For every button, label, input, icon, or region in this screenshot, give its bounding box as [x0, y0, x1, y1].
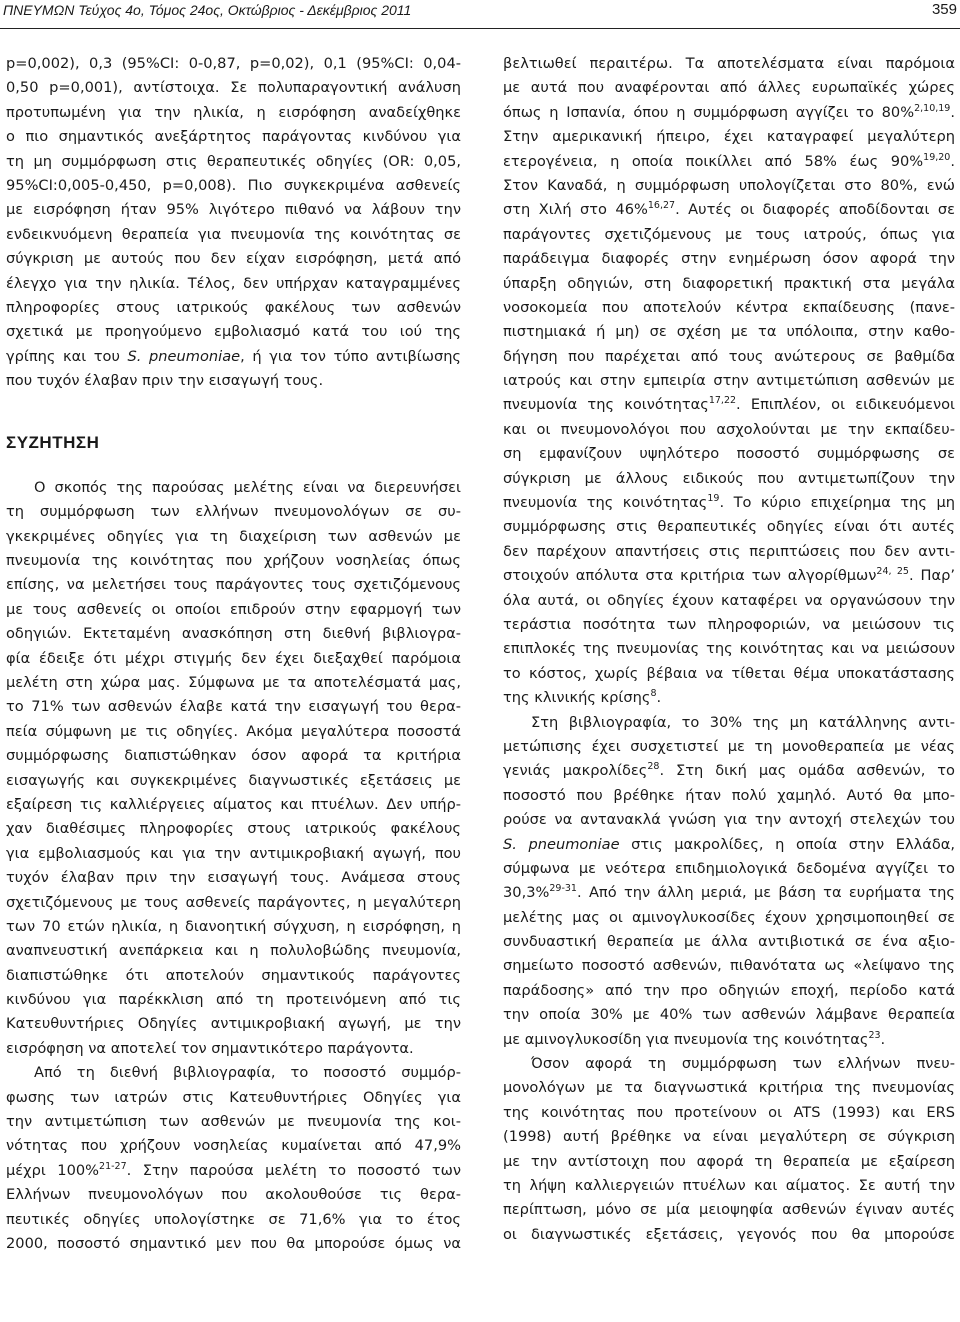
- text-line: ση εμφανίζουν υψηλότερο ποσοστό συμμόρφωσης σε: [503, 445, 955, 463]
- text-line: περίπτωση, μόνο σε μία μειοψηφία ασθενών έγιναν αυτές: [503, 1201, 955, 1219]
- text-line: οι διαγνωστικές εξετάσεις, γεγονός που θα μπορούσε: [503, 1225, 955, 1243]
- text-line: κινδύνου για παρέκκλιση από τη προτεινόμενη από τις: [6, 991, 461, 1009]
- text-line: ενδεικνυόμενη θεραπεία για πνευμονία της κοινότητας σε: [6, 225, 461, 243]
- text-fragment: ετερογένεια, η οποία ποικίλλει από 58% έως 90%: [503, 152, 924, 170]
- text-fragment: όπως η Ισπανία, όπου η συμμόρφωση αγγίζει το 80%: [503, 103, 915, 121]
- text-line: ρούσε να αντανακλά γνώση για την αντοχή στελεχών του: [503, 811, 955, 829]
- text-line: βελτιωθεί περαιτέρω. Τα αποτελέσματα είναι παρόμοια: [503, 55, 955, 72]
- text-line: παράδειγμα διαφορές στην ενημέρωση όσον αφορά την: [503, 250, 955, 268]
- citation-ref: 19: [707, 493, 720, 505]
- text-line: 95%CI:0,005-0,450, p=0,008). Πιο συγκεκριμένα ασθενείς: [6, 176, 461, 194]
- text-line: όλα αυτά, οι οδηγίες έχουν καταφέρει να οργανώσουν την: [503, 591, 955, 609]
- text-line: με την αντίστοιχη που αφορά τη θεραπεία με εξαίρεση: [503, 1152, 955, 1170]
- species-name: S. pneumoniae: [127, 347, 241, 365]
- text-line: μελέτη στη χώρα μας. Σύμφωνα με τα αποτελέσματά μας,: [6, 673, 461, 691]
- section-heading: ΣΥΖΗΤΗΣΗ: [6, 433, 100, 453]
- text-line: [503, 101, 955, 125]
- text-line: συνδυαστική θεραπεία με άλλα αντιβιοτικά σε ένα αξιο-: [503, 933, 955, 951]
- text-line: Από τη διεθνή βιβλιογραφία, το ποσοστό συμμόρ-: [34, 1064, 461, 1082]
- text-line: 0,50 p=0,001), αντίστοιχα. Σε πολυπαραγοντική ανάλυση: [6, 79, 461, 97]
- text-line: πευτικές οδηγίες υπολογίστηκε σε 71,6% για το έτος: [6, 1210, 461, 1228]
- citation-ref: 29-31: [549, 883, 577, 895]
- text-fragment: . Στη δική μας ομάδα ασθενών, το: [659, 762, 955, 780]
- text-line: Στον Καναδά, η συμμόρφωση υπολογίζεται στο 80%, ενώ: [503, 176, 955, 194]
- text-fragment: γρίπης και του: [6, 347, 128, 365]
- text-line: μετώπισης έχει συσχετιστεί με τη μονοθεραπεία με νέας: [503, 737, 955, 755]
- text-line: ιατρούς και στην εμπειρία στην αντιμετώπιση ασθενών με: [503, 372, 955, 390]
- text-line: [503, 881, 955, 905]
- text-line: δεν παρέχουν απαντήσεις στις περιπτώσεις που δεν αντι-: [503, 542, 955, 560]
- text-line: πληροφορίες στους ιατρικούς φακέλους των ασθενών: [6, 298, 461, 316]
- text-fragment: , ή για τον τύπο αντιβίωσης: [240, 347, 461, 365]
- text-line: [503, 759, 955, 783]
- text-fragment: . Το κύριο επιχείρημα της μη: [719, 494, 955, 512]
- text-line: την οποία 30% με 40% των ασθενών λάμβανε θεραπεία: [503, 1006, 955, 1024]
- text-line: σχετιζόμενους με τους ασθενείς παράγοντες, η μεγαλύτερη: [6, 893, 461, 911]
- text-fragment: 30,3%: [503, 884, 550, 902]
- text-line: εξαίρεση τις καλλιέργειες αίματος και πτυέλων. Δεν υπήρ-: [6, 795, 461, 813]
- text-line: ποσοστό που βρέθηκε ήταν πολύ χαμηλό. Αυτό θα μπο-: [503, 786, 955, 804]
- citation-ref: 8: [650, 688, 657, 700]
- text-line: Στην αμερικανική ήπειρο, έχει καταγραφεί μεγαλύτερη: [503, 128, 955, 146]
- citation-ref: 2,10,19: [914, 102, 951, 114]
- text-fragment: .: [656, 689, 662, 707]
- text-line: μελέτης μας οι αμινογλυκοσίδες έχουν χρησιμοποιηθεί σε: [503, 908, 955, 926]
- text-line: [503, 491, 955, 515]
- page-header: [0, 0, 960, 29]
- citation-ref: 16,27: [647, 200, 676, 212]
- text-line: πνευμονία της κοινότητας που χρήζουν νοσηλείας όπως: [6, 552, 461, 570]
- text-line: των 70 ετών ηλικία, η διανοητική σύγχυση, η εισρόφηση, η: [6, 917, 461, 935]
- text-line: με τους ασθενείς οι οποίοι επιδρούν στην εφαρμογή των: [6, 600, 461, 618]
- citation-ref: 24, 25: [876, 566, 909, 578]
- text-line: διαπιστώθηκε ότι αποτελούν σημαντικούς παράγοντες: [6, 966, 461, 984]
- text-line: προτυπωμένη για την ηλικία, η εισρόφηση αναδείχθηκε: [6, 103, 461, 121]
- text-line: ύπαρξη οδηγιών, στη διαφορετική πρακτική στα μεγάλα: [503, 274, 955, 292]
- text-fragment: .: [950, 152, 955, 170]
- text-line: συμμόρφωσης στις θεραπευτικές οδηγίες είναι ότι αυτές: [503, 518, 955, 536]
- text-line: παράδοσης» από την προ οδηγιών εποχή, περίοδο κατά: [503, 981, 955, 999]
- text-line: αναπνευστική ανεπάρκεια και η πολυλοβώδης πνευμονία,: [6, 942, 461, 960]
- page-number: 359: [931, 1, 957, 18]
- text-line: σύμφωνα με νεότερα επιδημιολογικά δεδομένα αγγίζει το: [503, 859, 955, 877]
- text-line: της κοινότητας που προτείνουν οι ATS (1993) και ERS: [503, 1103, 955, 1121]
- text-line: Στη βιβλιογραφία, το 30% της μη κατάλληνης αντι-: [531, 713, 955, 731]
- text-line: 2000, ποσοστό σημαντικό μεν που θα μπορούσε όμως να: [6, 1234, 461, 1252]
- text-line: οδηγιών. Εκτεταμένη ανασκόπηση στη διεθνή βιβλιογρα-: [6, 625, 461, 643]
- text-fragment: με αμινογλυκοσίδη για πνευμονία της κοινότητας: [503, 1030, 869, 1048]
- text-line: για εμβολιασμούς και για την αντιμικροβιακή αγωγή, που: [6, 844, 461, 862]
- text-line: εισαγωγής και συγκεκριμένες διαγνωστικές εξετάσεις με: [6, 771, 461, 789]
- text-line: σύγκριση με αυτούς που δεν είχαν εισρόφηση, μετά από: [6, 250, 461, 268]
- citation-ref: 17,22: [708, 395, 737, 407]
- text-fragment: στη Χιλή στο 46%: [503, 201, 648, 219]
- text-line: την αντιμετώπιση των ασθενών με πνευμονία της κοι-: [6, 1113, 461, 1131]
- text-fragment: . Από την άλλη μεριά, με βάση τα ευρήματα της: [576, 884, 955, 902]
- text-line: [6, 1159, 461, 1183]
- text-line: σύγκριση με άλλους ειδικούς που αντιμετωπίζουν την: [503, 469, 955, 487]
- text-line: νοσοκομεία που αποτελούν κέντρα εκπαίδευσης (πανε-: [503, 298, 955, 316]
- text-line: επίσης, να μελετήσει τους παράγοντες τους σχετιζόμενους: [6, 576, 461, 594]
- text-line: τεράστια ποσότητα των πληροφοριών, να μειώσουν τις: [503, 615, 955, 633]
- text-line: εισρόφηση να αποτελεί τον σημαντικότερο παράγοντα.: [6, 1039, 414, 1057]
- right-column: [503, 52, 955, 1247]
- text-fragment: πνευμονία της κοινότητας: [503, 396, 709, 414]
- text-line: πεία σύμφωνη με τις οδηγίες. Ακόμα μεγαλύτερα ποσοστά: [6, 722, 461, 740]
- citation-ref: 21-27: [99, 1160, 127, 1172]
- text-fragment: πνευμονία της κοινότητας: [503, 494, 708, 512]
- text-line: χαν διαθέσιμες πληροφορίες στους ιατρικούς φακέλους: [6, 820, 461, 838]
- text-fragment: . Επιπλέον, οι ειδικευόμενοι: [736, 396, 955, 414]
- text-line: που τυχόν έλαβαν πριν την εισαγωγή τους.: [6, 372, 324, 390]
- text-line: τη μη συμμόρφωση στις θεραπευτικές οδηγίες (OR: 0,05,: [6, 152, 461, 170]
- text-line: (1998) αυτή βρέθηκε να είναι μεγαλύτερη σε σύγκριση: [503, 1128, 955, 1146]
- text-line: πιστημιακά ή μη) σε σχέση με τα υπόλοιπα, στην καθο-: [503, 323, 955, 341]
- text-line: τη συμμόρφωση των ελλήνων πνευμονολόγων σε συ-: [6, 503, 461, 521]
- left-column: [6, 52, 461, 1256]
- text-line: παράγοντες σχετιζόμενους με τους ιατρούς, όπως για: [503, 225, 955, 243]
- text-line: τη λήψη καλλιεργειών πτυέλων και αίματος. Σε αυτή την: [503, 1176, 955, 1194]
- text-line: [503, 1028, 955, 1052]
- text-line: δήγηση που παρέχεται από τους ανώτερους σε βαθμίδα: [503, 347, 955, 365]
- text-line: τυχόν έλαβαν πριν την εισαγωγή τους. Ανάμεσα στους: [6, 869, 461, 887]
- text-line: [503, 198, 955, 222]
- text-line: επιπλοκές της πνευμονίας της κοινότητας και να μειώσουν: [503, 640, 955, 658]
- text-line: έλεγχο για την ηλικία. Τέλος, δεν υπήρχαν καταγραμμένες: [6, 274, 461, 292]
- text-line: σχετικά με προηγούμενο εμβολιασμό κατά του ιού της: [6, 323, 461, 341]
- text-fragment: της κλινικής κρίσης: [503, 689, 651, 707]
- text-fragment: μέχρι 100%: [6, 1161, 100, 1179]
- text-fragment: .: [950, 103, 955, 121]
- text-line: ο πιο σημαντικός ανεξάρτητος παράγοντας κινδύνου για: [6, 128, 461, 146]
- text-line: μονολόγων με τα διαγνωστικά κριτήρια της πνευμονίας: [503, 1079, 955, 1097]
- text-line: Ελλήνων πνευμονολόγων που ακολουθούσε τις θερα-: [6, 1186, 461, 1204]
- citation-ref: 28: [647, 761, 660, 773]
- text-line: συμμόρφωσης διαπιστώθηκαν όσον αφορά τα κριτήρια: [6, 747, 461, 765]
- text-line: γκεκριμένες οδηγίες για τη διαχείριση των ασθενών με: [6, 527, 461, 545]
- text-line: [503, 393, 955, 417]
- text-line: με αυτά που αναφέρονται από άλλες ευρωπαϊκές χώρες: [503, 79, 955, 97]
- text-fragment: . Παρ’: [908, 567, 955, 585]
- text-line: και οι πνευμονολόγοι που ασχολούνται με την εκπαίδευ-: [503, 420, 955, 438]
- text-fragment: . Αυτές οι διαφορές αποδίδονται σε: [675, 201, 955, 219]
- text-fragment: .: [880, 1030, 886, 1048]
- citation-ref: 19,20: [923, 151, 951, 163]
- text-line: p=0,002), 0,3 (95%CI: 0-0,87, p=0,02), 0,1 (95%CI: 0,04-: [6, 55, 461, 72]
- text-line: νότητας που χρήζουν νοσηλείας κυμαίνεται από 47,9%: [6, 1137, 461, 1155]
- text-line: Όσον αφορά τη συμμόρφωση των ελλήνων πνευ-: [531, 1055, 955, 1073]
- text-fragment: στοιχούν απόλυτα στα κριτήρια των αλγορίθμων: [503, 567, 877, 585]
- text-line: το κόστος, χωρίς βέβαια να τίθεται θέμα υποκατάστασης: [503, 664, 955, 682]
- text-fragment: . Στην παρούσα μελέτη το ποσοστό των: [126, 1161, 461, 1179]
- text-fragment: γενιάς μακρολίδες: [503, 762, 648, 780]
- text-line: [6, 345, 461, 369]
- text-line: Ο σκοπός της παρούσας μελέτης είναι να διερευνήσει: [34, 478, 461, 496]
- text-line: φία έδειξε ότι μέχρι στιγμής δεν έχει διεξαχθεί παρόμοια: [6, 649, 461, 667]
- text-line: [503, 833, 955, 857]
- citation-ref: 23: [868, 1029, 881, 1041]
- species-name: S. pneumoniae: [503, 835, 620, 853]
- text-line: το 71% των ασθενών έλαβε κατά την εισαγωγή του θερα-: [6, 698, 461, 716]
- text-line: [503, 564, 955, 588]
- text-line: φωσης των ιατρών στις Κατευθυντήριες Οδηγίες για: [6, 1088, 461, 1106]
- text-line: σημείωτο ποσοστό ασθενών, πιθανότατα ως «λείψανο της: [503, 957, 955, 975]
- text-line: με εισρόφηση ήταν 95% λιγότερο πιθανό να λάβουν την: [6, 201, 461, 219]
- journal-title: ΠΝΕΥΜΩΝ Τεύχος 4ο, Τόμος 24ος, Οκτώβριος - Δεκέμβριος 2011: [3, 2, 412, 18]
- text-fragment: στις μακρολίδες, η οποία στην Ελλάδα,: [631, 835, 955, 853]
- text-line: [503, 150, 955, 174]
- text-line: [503, 686, 955, 710]
- text-line: Κατευθυντήριες Οδηγίες αντιμικροβιακή αγωγή, με την: [6, 1015, 461, 1033]
